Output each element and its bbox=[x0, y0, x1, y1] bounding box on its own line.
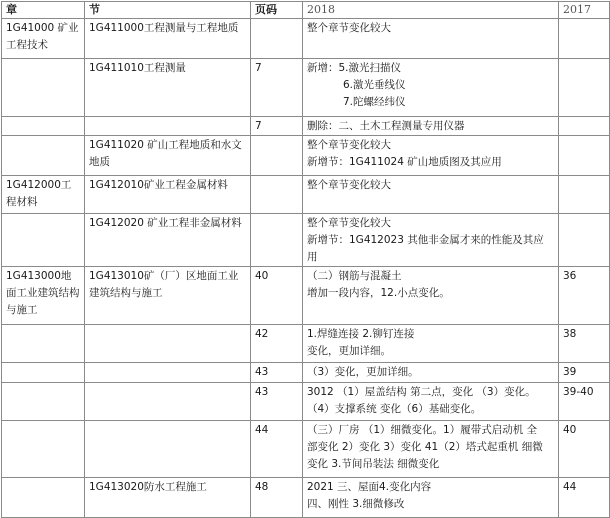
changes-table bbox=[1, 1, 610, 518]
header-section: 节 bbox=[85, 2, 251, 19]
change-line: （3）变化，更加详细。 bbox=[307, 366, 419, 378]
change-cell bbox=[303, 383, 559, 421]
change-line: 1.焊缝连接 2.铆钉连接 bbox=[307, 328, 415, 340]
section-cell: 1G412020 矿业工程非金属材料 bbox=[85, 214, 251, 267]
change-line: 3012 （1）屋盖结构 第二点，变化 （3）变化。 bbox=[307, 386, 536, 398]
chapter-cell bbox=[2, 214, 85, 267]
change-line: （二）钢筋与混凝土 bbox=[307, 270, 402, 282]
change-line: 新增：5.激光扫描仪 bbox=[307, 62, 402, 74]
chapter-cell: 1G41000 矿业工程技术 bbox=[2, 19, 85, 59]
table-row bbox=[2, 59, 610, 117]
chapter-cell: 1G412000工程材料 bbox=[2, 176, 85, 214]
change-line: 变化 3.节间吊装法 细微变化 bbox=[307, 458, 440, 470]
chapter-cell bbox=[2, 478, 85, 518]
section-cell bbox=[85, 363, 251, 383]
section-cell: 1G413010矿（厂）区地面工业建筑结构与施工 bbox=[85, 267, 251, 325]
change-line: 整个章节变化较大 bbox=[307, 217, 391, 229]
table-row bbox=[2, 478, 610, 518]
page-cell bbox=[251, 136, 303, 176]
section-cell: 1G413020防水工程施工 bbox=[85, 478, 251, 518]
section-cell: 1G411010工程测量 bbox=[85, 59, 251, 117]
page-2017-cell: 36 bbox=[559, 267, 610, 325]
change-line: 变化，更加详细。 bbox=[307, 345, 391, 357]
section-cell bbox=[85, 325, 251, 363]
section-cell: 1G412010矿业工程金属材料 bbox=[85, 176, 251, 214]
section-cell: 1G411000工程测量与工程地质 bbox=[85, 19, 251, 59]
chapter-cell bbox=[2, 325, 85, 363]
page-cell: 7 bbox=[251, 59, 303, 117]
section-cell: 1G411020 矿山工程地质和水文地质 bbox=[85, 136, 251, 176]
change-cell bbox=[303, 19, 559, 59]
change-cell bbox=[303, 421, 559, 478]
change-line: 增加一段内容，12.小点变化。 bbox=[307, 287, 450, 299]
page-2017-cell bbox=[559, 136, 610, 176]
change-line: 6.激光垂线仪 bbox=[343, 79, 406, 91]
change-line: 整个章节变化较大 bbox=[307, 179, 391, 191]
change-cell bbox=[303, 136, 559, 176]
chapter-cell bbox=[2, 59, 85, 117]
page-cell: 43 bbox=[251, 363, 303, 383]
table-row bbox=[2, 117, 610, 136]
chapter-cell bbox=[2, 363, 85, 383]
table-row bbox=[2, 421, 610, 478]
page-2017-cell bbox=[559, 19, 610, 59]
change-line: 新增节：1G411024 矿山地质图及其应用 bbox=[307, 156, 502, 168]
page-2017-cell bbox=[559, 214, 610, 267]
header-2017: 2017 bbox=[559, 2, 610, 19]
page-cell: 7 bbox=[251, 117, 303, 136]
page-cell: 40 bbox=[251, 267, 303, 325]
header-chapter: 章 bbox=[2, 2, 85, 19]
change-line: 部变化 2）变化 3）变化 41（2）塔式起重机 细微 bbox=[307, 441, 543, 453]
page-2017-cell bbox=[559, 117, 610, 136]
change-cell bbox=[303, 214, 559, 267]
change-line: （三）厂房 （1）细微变化。1）履带式启动机 全 bbox=[307, 424, 538, 436]
change-line: 2021 三、屋面4.变化内容 bbox=[307, 481, 432, 493]
page-2017-cell bbox=[559, 176, 610, 214]
chapter-cell bbox=[2, 117, 85, 136]
change-cell bbox=[303, 267, 559, 325]
change-cell bbox=[303, 478, 559, 518]
header-2018: 2018 bbox=[303, 2, 559, 19]
change-line: 整个章节变化较大 bbox=[307, 139, 391, 151]
table-row bbox=[2, 19, 610, 59]
page-2017-cell: 40 bbox=[559, 421, 610, 478]
page-2017-cell bbox=[559, 59, 610, 117]
page-cell: 43 bbox=[251, 383, 303, 421]
table-row bbox=[2, 383, 610, 421]
table-row bbox=[2, 176, 610, 214]
chapter-cell bbox=[2, 421, 85, 478]
header-row bbox=[2, 2, 610, 19]
change-line: 新增节：1G412023 其他非金属才来的性能及其应用 bbox=[307, 234, 544, 263]
change-line: 删除：二、土木工程测量专用仪器 bbox=[307, 120, 465, 132]
change-cell bbox=[303, 325, 559, 363]
page-cell bbox=[251, 19, 303, 59]
table-row bbox=[2, 267, 610, 325]
table-row bbox=[2, 214, 610, 267]
page-2017-cell: 44 bbox=[559, 478, 610, 518]
chapter-cell bbox=[2, 383, 85, 421]
chapter-cell bbox=[2, 136, 85, 176]
change-line: （4）支撑系统 变化（6）基础变化。 bbox=[307, 403, 482, 415]
page-2017-cell: 38 bbox=[559, 325, 610, 363]
page-2017-cell: 39 bbox=[559, 363, 610, 383]
section-cell bbox=[85, 421, 251, 478]
table-row bbox=[2, 325, 610, 363]
change-line: 四、刚性 3.细微修改 bbox=[307, 498, 405, 510]
page-cell: 48 bbox=[251, 478, 303, 518]
change-line: 7.陀螺经纬仪 bbox=[343, 96, 406, 108]
page-cell bbox=[251, 176, 303, 214]
section-cell bbox=[85, 383, 251, 421]
table-row bbox=[2, 136, 610, 176]
section-cell bbox=[85, 117, 251, 136]
page-cell: 42 bbox=[251, 325, 303, 363]
header-page: 页码 bbox=[251, 2, 303, 19]
page-2017-cell: 39-40 bbox=[559, 383, 610, 421]
page-cell bbox=[251, 214, 303, 267]
table-row bbox=[2, 363, 610, 383]
change-cell bbox=[303, 363, 559, 383]
change-line: 整个章节变化较大 bbox=[307, 22, 391, 34]
change-cell bbox=[303, 117, 559, 136]
change-cell bbox=[303, 59, 559, 117]
page-cell: 44 bbox=[251, 421, 303, 478]
chapter-cell: 1G413000地面工业建筑结构与施工 bbox=[2, 267, 85, 325]
change-cell bbox=[303, 176, 559, 214]
